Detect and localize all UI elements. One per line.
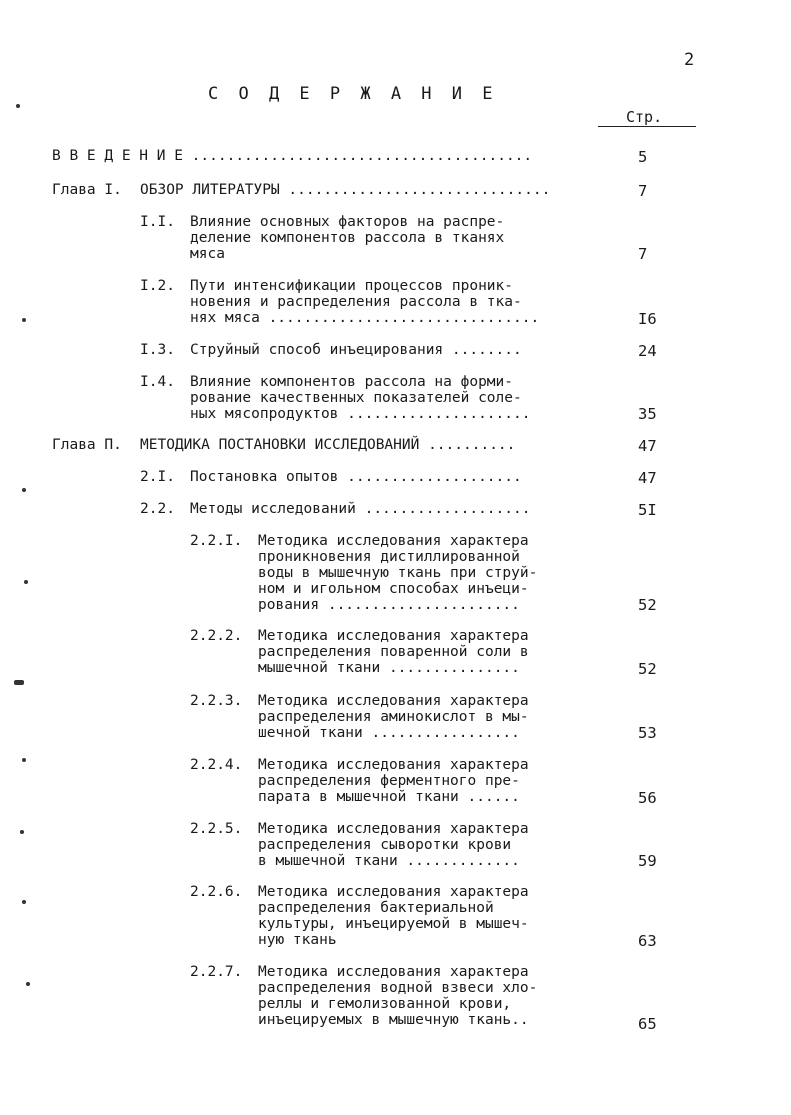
toc-entry-line: мышечной ткани ............... [258, 660, 520, 676]
toc-entry-line: Методы исследований ................... [190, 501, 531, 517]
toc-entry-title [258, 757, 529, 805]
toc-entry-line: инъецируемых в мышечную ткань.. [258, 1012, 529, 1028]
scan-speck [22, 758, 26, 762]
toc-entry-title [140, 182, 550, 198]
toc-entry-title [190, 469, 522, 485]
toc-entry-line: ОБЗОР ЛИТЕРАТУРЫ .............................. [140, 182, 551, 198]
toc-entry-page: 5I [638, 501, 657, 519]
toc-entry-line: распределения поваренной соли в [258, 644, 529, 660]
toc-entry-title [140, 437, 515, 453]
toc-entry-line: Методика исследования характера [258, 884, 529, 900]
toc-entry-line: ную ткань [258, 932, 337, 948]
toc-entry-line: распределения водной взвеси хло- [258, 980, 538, 996]
scan-speck [22, 488, 26, 492]
toc-entry-page: 47 [638, 469, 657, 487]
column-label-underline [598, 126, 696, 127]
toc-entry-line: ных мясопродуктов ..................... [190, 406, 531, 422]
toc-entry-number: 2.2.3. [190, 693, 243, 709]
toc-entry-page: 47 [638, 437, 657, 455]
scan-speck [22, 318, 26, 322]
toc-entry-number: Глава П. [52, 437, 122, 453]
toc-entry-line: Методика исследования характера [258, 964, 529, 980]
toc-entry-number: 2.2.6. [190, 884, 243, 900]
toc-entry-page: 7 [638, 182, 648, 200]
scan-speck [14, 680, 24, 685]
toc-entry-line: новения и распределения рассола в тка- [190, 294, 522, 310]
toc-entry-page: 65 [638, 1015, 657, 1033]
toc-entry-page: 52 [638, 596, 657, 614]
toc-entry-title [190, 374, 530, 422]
scan-speck [26, 982, 30, 986]
toc-entry-line: Влияние основных факторов на распре- [190, 214, 505, 230]
toc-entry-number: 2.I. [140, 469, 175, 485]
toc-entry-line: Пути интенсификации процессов проник- [190, 278, 514, 294]
toc-entry-line: деление компонентов рассола в тканях [190, 230, 505, 246]
toc-entry-title [258, 821, 529, 869]
toc-entry-line: В В Е Д Е Н И Е ....................................... [52, 148, 533, 164]
toc-entry-page: 53 [638, 724, 657, 742]
toc-entry-title [258, 533, 537, 613]
toc-entry-title [190, 342, 522, 358]
toc-entry-title [190, 501, 530, 517]
toc-entry-page: 56 [638, 789, 657, 807]
toc-entry-number: 2.2.4. [190, 757, 243, 773]
toc-entry-number: 2.2.2. [190, 628, 243, 644]
toc-entry-line: нях мяса ............................... [190, 310, 540, 326]
toc-entry-line: распределения сыворотки крови [258, 837, 512, 853]
toc-entry-line: Методика исследования характера [258, 693, 529, 709]
scan-speck [20, 830, 24, 834]
toc-entry-page: 24 [638, 342, 657, 360]
toc-entry-title [258, 884, 529, 948]
toc-entry-number: 2.2. [140, 501, 175, 517]
toc-entry-page: 35 [638, 405, 657, 423]
toc-entry-number: 2.2.5. [190, 821, 243, 837]
toc-entry-number: I.4. [140, 374, 175, 390]
scan-speck [16, 104, 20, 108]
toc-entry-page: 5 [638, 148, 648, 166]
toc-entry-line: Постановка опытов .................... [190, 469, 522, 485]
toc-entry-number: I.2. [140, 278, 175, 294]
toc-entry-line: Методика исследования характера [258, 533, 529, 549]
scan-speck [22, 900, 26, 904]
toc-entry-line: Методика исследования характера [258, 628, 529, 644]
toc-entry-title [190, 214, 504, 262]
toc-entry-title [258, 693, 529, 741]
toc-entry-line: Влияние компонентов рассола на форми- [190, 374, 514, 390]
page-number: 2 [684, 50, 695, 70]
toc-entry-line: рование качественных показателей соле- [190, 390, 522, 406]
toc-entry-line: шечной ткани ................. [258, 725, 520, 741]
toc-entry-line: в мышечной ткани ............. [258, 853, 520, 869]
toc-entry-title [258, 628, 529, 676]
toc-entry-number: I.I. [140, 214, 175, 230]
toc-entry-page: 52 [638, 660, 657, 678]
toc-entry-line: МЕТОДИКА ПОСТАНОВКИ ИССЛЕДОВАНИЙ .......... [140, 437, 516, 453]
toc-entry-line: проникновения дистиллированной [258, 549, 520, 565]
toc-entry-page: 63 [638, 932, 657, 950]
toc-entry-line: Методика исследования характера [258, 757, 529, 773]
toc-entry-number: I.3. [140, 342, 175, 358]
toc-entry-line: рования ...................... [258, 597, 520, 613]
toc-entry-title [258, 964, 537, 1028]
toc-entry-line: Методика исследования характера [258, 821, 529, 837]
toc-entry-page: I6 [638, 310, 657, 328]
toc-entry-line: мяса [190, 246, 225, 262]
toc-entry-line: воды в мышечную ткань при струй- [258, 565, 538, 581]
toc-entry-number: 2.2.7. [190, 964, 243, 980]
toc-entry-line: Струйный способ инъецирования ........ [190, 342, 522, 358]
toc-entry-number: Глава I. [52, 182, 122, 198]
page-column-label: Стр. [626, 108, 663, 126]
toc-entry-number: 2.2.I. [190, 533, 243, 549]
toc-entry-line: парата в мышечной ткани ...... [258, 789, 520, 805]
toc-entry-title [52, 148, 532, 164]
toc-entry-page: 59 [638, 852, 657, 870]
toc-entry-line: распределения бактериальной [258, 900, 494, 916]
toc-entry-page: 7 [638, 245, 648, 263]
toc-entry-line: культуры, инъецируемой в мышеч- [258, 916, 529, 932]
page-title: С О Д Е Р Ж А Н И Е [208, 84, 498, 104]
toc-entry-title [190, 278, 539, 326]
toc-entry-line: распределения аминокислот в мы- [258, 709, 529, 725]
scan-speck [24, 580, 28, 584]
toc-entry-line: распределения ферментного пре- [258, 773, 520, 789]
toc-entry-line: реллы и гемолизованной крови, [258, 996, 512, 1012]
toc-entry-line: ном и игольном способах инъеци- [258, 581, 529, 597]
